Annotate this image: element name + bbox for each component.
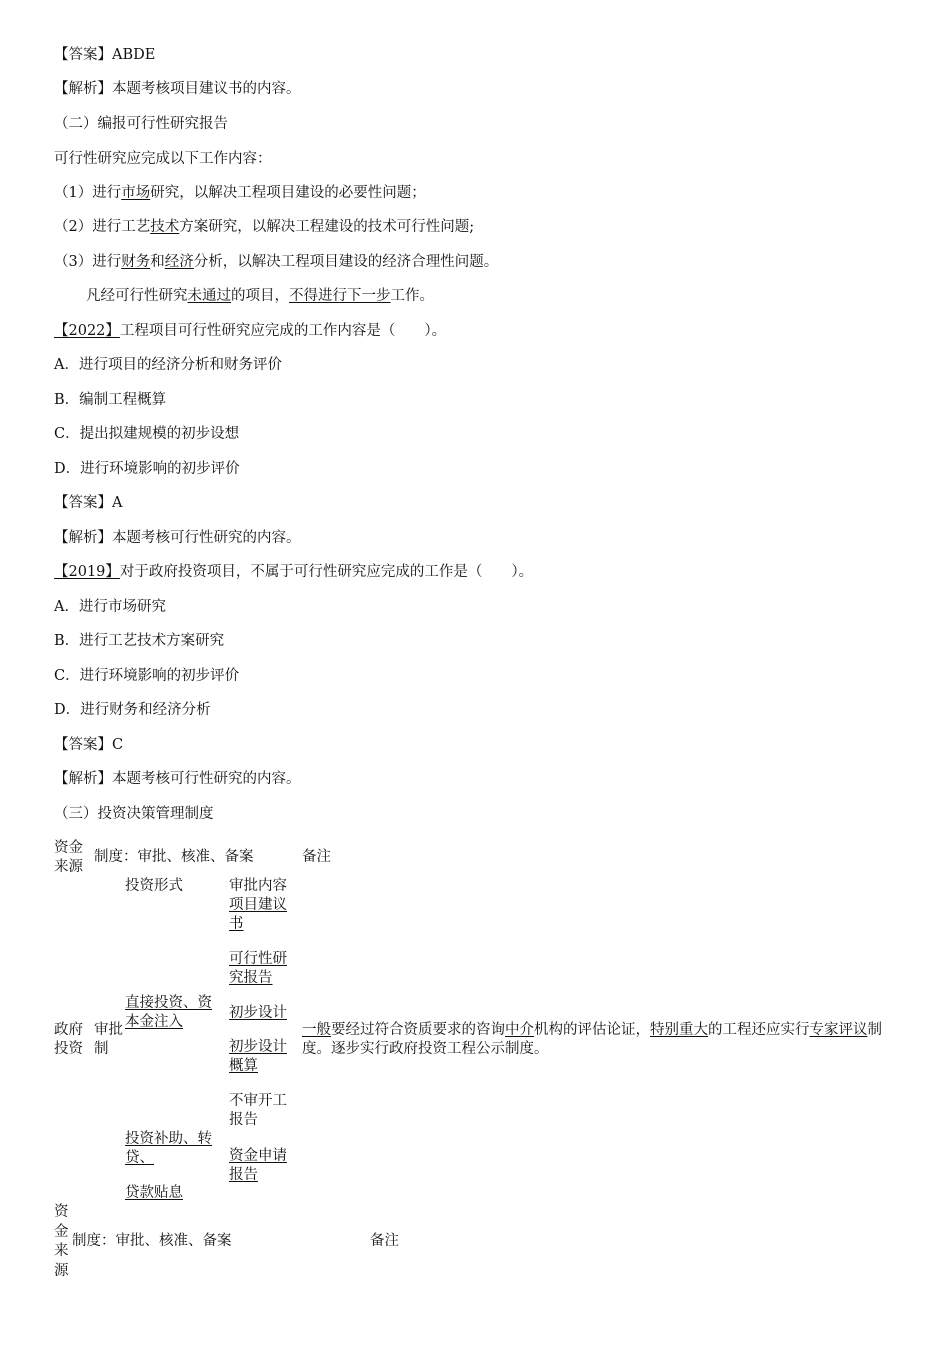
approval-item: 可行性研究报告	[229, 951, 287, 986]
option-a: A．进行项目的经济分析和财务评价	[54, 357, 282, 373]
option-c: C．进行环境影响的初步评价	[54, 668, 240, 684]
note-line: 凡经可行性研究未通过的项目，不得进行下一步工作。	[86, 288, 434, 304]
investment-form: 贷款贴息	[125, 1185, 183, 1201]
header-remark: 备注	[302, 849, 331, 865]
question-year: 【2022】	[54, 323, 120, 339]
question-stem: 【2019】对于政府投资项目，不属于可行性研究应完成的工作是（ ）。	[54, 564, 534, 580]
approval-item: 资金申请报告	[229, 1148, 287, 1183]
keyword: 财务	[121, 254, 151, 270]
header-investment-form: 投资形式	[125, 878, 183, 894]
option-c: C．提出拟建规模的初步设想	[54, 426, 240, 442]
list-item: （2）进行工艺技术方案研究，以解决工程建设的技术可行性问题;	[54, 219, 475, 235]
header-system: 制度：审批、核准、备案	[94, 849, 254, 865]
keyword: 经济	[164, 254, 194, 270]
question-year: 【2019】	[54, 564, 120, 580]
keyword: 不得进行下一步	[289, 288, 391, 304]
keyword: 技术	[150, 219, 180, 235]
funding-source-government: 政府投资	[54, 1022, 83, 1057]
answer-line: 【答案】ABDE	[54, 47, 156, 63]
analysis-line: 【解析】本题考核可行性研究的内容。	[54, 771, 301, 787]
list-item: （1）进行市场研究，以解决工程项目建设的必要性问题；	[54, 185, 426, 201]
header-approval-content: 审批内容	[229, 878, 287, 894]
keyword: 市场	[121, 185, 151, 201]
answer-line: 【答案】A	[54, 495, 123, 511]
option-b: B．进行工艺技术方案研究	[54, 633, 225, 649]
option-d: D．进行财务和经济分析	[54, 702, 211, 718]
remark-text: 一般要经过符合资质要求的咨询中介机构的评估论证，特别重大的工程还应实行专家评议制度。逐步实行政府投资工程公示制度。	[302, 1022, 882, 1057]
header-funding-source: 资金来源	[54, 1204, 69, 1279]
section-heading: （二）编报可行性研究报告	[54, 116, 228, 132]
approval-item: 不审开工报告	[229, 1093, 287, 1128]
section-heading: （三）投资决策管理制度	[54, 806, 214, 822]
analysis-line: 【解析】本题考核可行性研究的内容。	[54, 530, 301, 546]
answer-line: 【答案】C	[54, 737, 124, 753]
question-stem: 【2022】工程项目可行性研究应完成的工作内容是（ ）。	[54, 323, 447, 339]
header-funding-source: 资金来源	[54, 840, 83, 875]
keyword: 未通过	[187, 288, 231, 304]
option-d: D．进行环境影响的初步评价	[54, 461, 240, 477]
option-a: A．进行市场研究	[54, 599, 166, 615]
approval-item: 初步设计概算	[229, 1039, 287, 1074]
header-system: 制度：审批、核准、备案	[72, 1233, 232, 1249]
investment-form: 直接投资、资本金注入	[125, 995, 212, 1030]
header-remark: 备注	[370, 1233, 399, 1249]
section-intro: 可行性研究应完成以下工作内容：	[54, 151, 272, 167]
system-approval: 审批制	[94, 1022, 123, 1057]
approval-item: 项目建议书	[229, 897, 287, 932]
approval-item: 初步设计	[229, 1005, 287, 1021]
list-item: （3）进行财务和经济分析，以解决工程项目建设的经济合理性问题。	[54, 254, 499, 270]
option-b: B．编制工程概算	[54, 392, 167, 408]
analysis-line: 【解析】本题考核项目建议书的内容。	[54, 81, 301, 97]
investment-form: 投资补助、转贷、	[125, 1131, 212, 1166]
